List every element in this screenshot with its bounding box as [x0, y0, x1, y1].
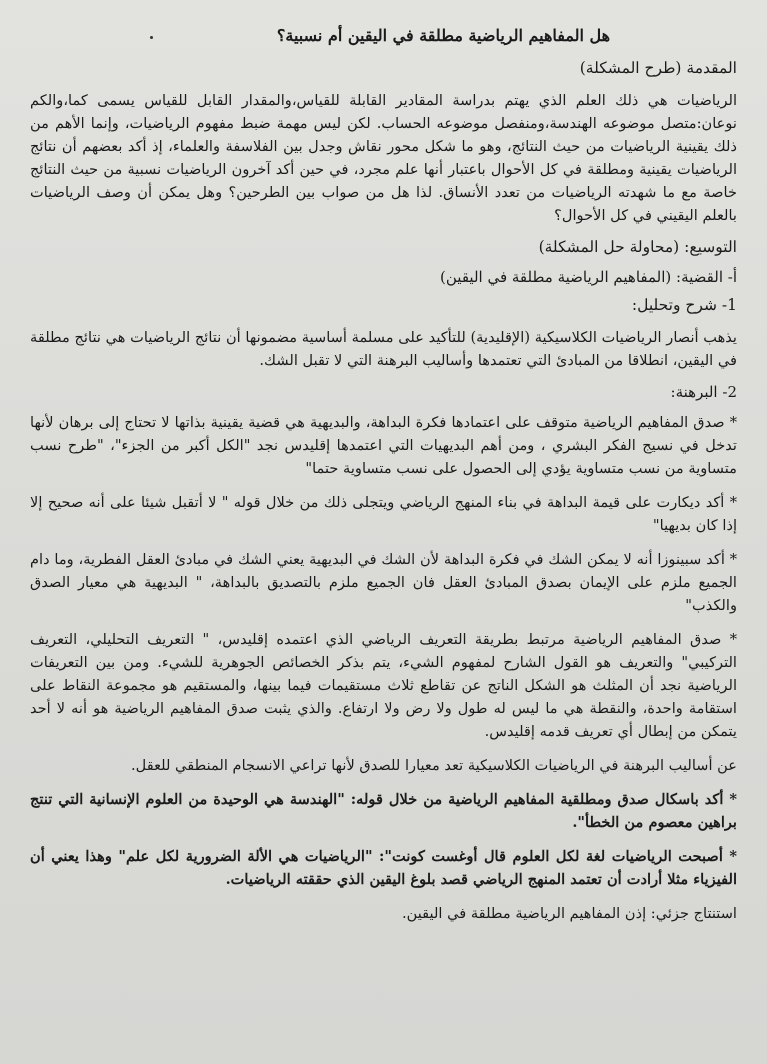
intro-paragraph: الرياضيات هي ذلك العلم الذي يهتم بدراسة المقادير القابلة للقياس،والمقدار القابل للقياس يسمى كما،والكم نوعان:متصل موضوعه الهندسة،ومنفصل موضوعه الحساب. لكن ليس مهمة ضبط مفهوم الرياضيات، وإنما الأهم من ذلك يقينية الرياضيات من حيث النتائج، وهو ما شكل محور نقاش وجدل بين الفلاسفة والعلماء، إذ أكد بعضهم أن نتائج الرياضيات يقينية ومطلقة في كل الأحوال باعتبار أنها علم مجرد، في حين أكد آخرون الرياضيات نسبية من حيث النتائج خاصة مع ما شهدته الرياضيات من تعدد الأنساق. لذا هل من صواب بين الطرحين؟ وهل يمكن أن وصف الرياضيات بالعلم اليقيني في كل الأحوال؟	[30, 92, 738, 224]
page-title: هل المفاهيم الرياضية مطلقة في اليقين أم نسبية؟	[276, 26, 611, 45]
proof-paragraph: عن أساليب البرهنة في الرياضيات الكلاسيكية تعد معيارا للصدق لأنها تراعي الانسجام المنطقي للعقل.	[131, 757, 737, 774]
partial-conclusion: استنتاج جزئي: إذن المفاهيم الرياضية مطلقة في اليقين.	[402, 905, 737, 922]
ink-dot	[150, 36, 153, 39]
proof-paragraph: * أكد ديكارت على قيمة البداهة في بناء المنهج الرياضي ويتجلى ذلك من خلال قوله " لا أتقبل شيئا على أنه صحيح إلا إذا كان بديهيا"	[30, 494, 737, 534]
proof-heading: 2- البرهنة:	[670, 383, 737, 401]
proof-paragraph: * صدق المفاهيم الرياضية متوقف على اعتمادها فكرة البداهة، والبديهية هي قضية يقينية بذاتها لا تحتاج إلى برهان لأنها تدخل في نسيج الفكر البشري ، ومن أهم البديهيات التي اعتمدها إقليدس نجد "الكل أكبر من الجزء"، "طرح نسب متساوية من نسب متساوية يؤدي إلى الحصول على نسب متساوية حتما"	[30, 414, 737, 477]
thesis-heading: أ- القضية: (المفاهيم الرياضية مطلقة في اليقين)	[440, 268, 737, 286]
intro-heading: المقدمة (طرح المشكلة)	[579, 59, 737, 77]
explain-paragraph: يذهب أنصار الرياضيات الكلاسيكية (الإقليدية) للتأكيد على مسلمة أساسية مضمونها أن نتائج الرياضيات هي نتائج مطلقة في اليقين، انطلاقا من المبادئ التي تعتمدها وأساليب البرهنة التي لا تقبل الشك.	[30, 329, 737, 369]
expansion-heading: التوسيع: (محاولة حل المشكلة)	[538, 238, 737, 256]
explain-heading: 1- شرح وتحليل:	[631, 296, 737, 314]
proof-paragraph: * أصبحت الرياضيات لغة لكل العلوم قال أوغست كونت": "الرياضيات هي الألة الضرورية لكل علم" وهذا يعني أن الفيزياء مثلا أرادت أن تعتمد المنهج الرياضي قصد بلوغ اليقين الذي حققته الرياضيات.	[30, 848, 737, 888]
proof-paragraph: * صدق المفاهيم الرياضية مرتبط بطريقة التعريف الرياضي الذي اعتمده إقليدس، " التعريف التحليلي، التعريف التركيبي" والتعريف هو القول الشارح لمفهوم الشيء، يتم بذكر الخصائص الجوهرية للشيء. ومن بين التعريفات الرياضية نجد أن المثلث هو الشكل الناتج عن تقاطع ثلاث مستقيمات فيما بينها، والمستقيم هو مجموعة النقاط على استقامة واحدة، والنقطة هي ما ليس له طول ولا رض ولا ارتفاع. والذي يثبت صدق المفاهيم الرياضية هو أنه لا أحد يتمكن من إبطال أي تعريف قدمه إقليدس.	[30, 631, 737, 740]
proof-paragraph: * أكد سبينوزا أنه لا يمكن الشك في فكرة البداهة لأن الشك في البديهية يعني الشك في مبادئ العقل الفطرية، وما دام الجميع ملزم على الإيمان بصدق المبادئ العقل فان الجميع ملزم بالتصديق بالبداهة، " البديهية هي معيار الصدق والكذب"	[30, 551, 737, 614]
proof-paragraph: * أكد باسكال صدق ومطلقية المفاهيم الرياضية من خلال قوله: "الهندسة هي الوحيدة من العلوم الإنسانية التي تنتج براهين معصوم من الخطأ".	[30, 791, 737, 831]
